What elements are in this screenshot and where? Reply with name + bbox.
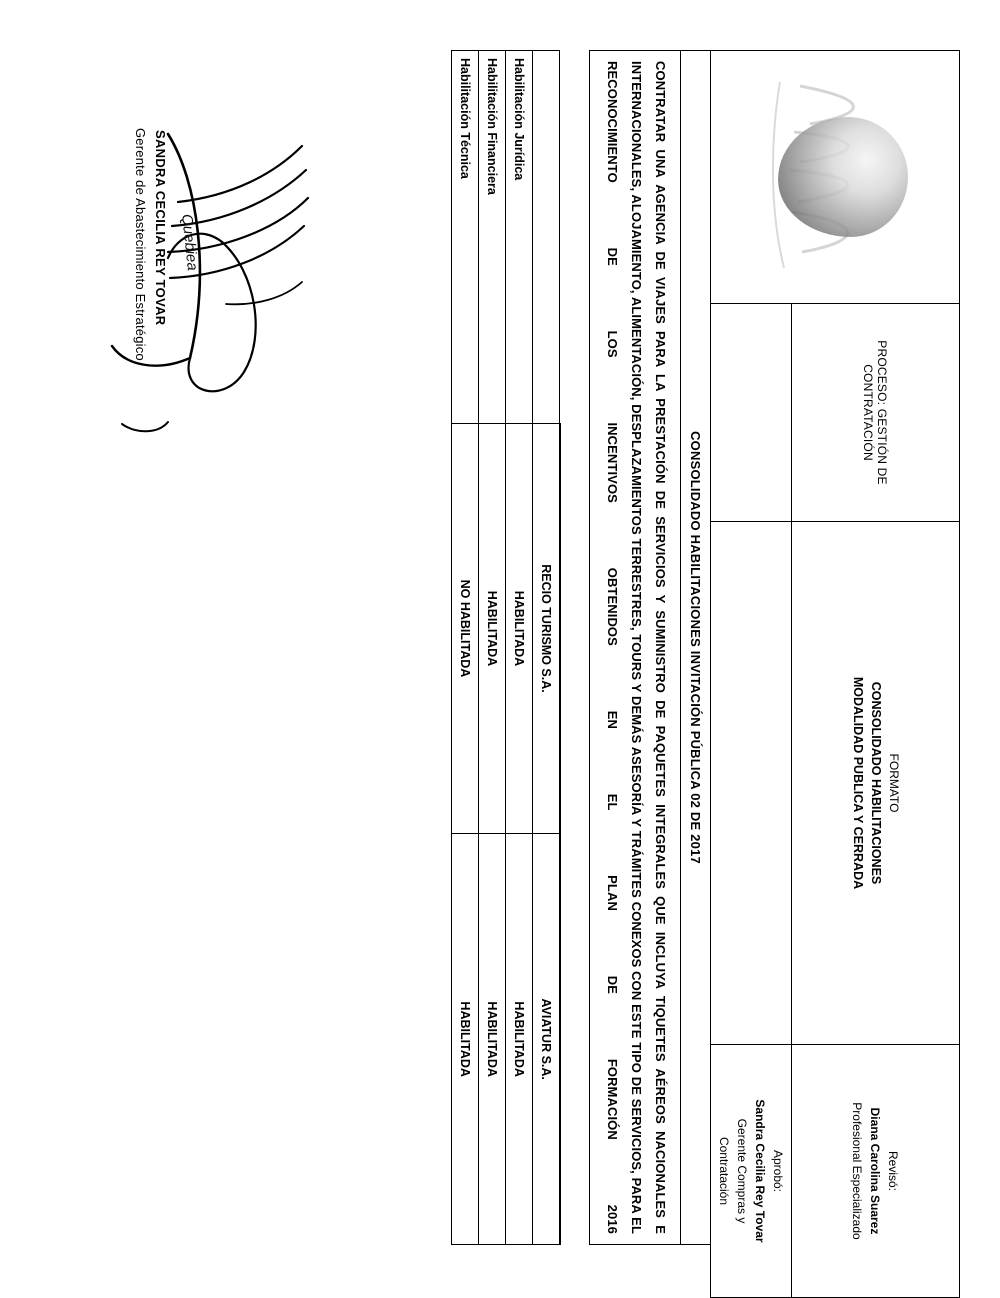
formato-empty-cell [711,522,792,1045]
criterion-juridica: Habilitación Jurídica [505,51,532,424]
object-paragraph: CONTRATAR UNA AGENCIA DE VIAJES PARA LA PRESTACIÓN DE SERVICIOS Y SUMINISTRO DE PAQUETES INTEGRALES QUE INCLUYA TIQUETES AÉREOS NACIONALES E INTERNACIONALES, ALOJAMIENTO, ALIMENTACIÓN, DESPLAZAMIENTOS TERRESTRES, TOURS Y DEMÁS ASESORÍA Y TRÁMITES CONEXOS CON ESTE TIPO DE SERVICIOS, PARA EL RECONOCIMIENTO DE LOS INCENTIVOS OBTENIDOS EN EL PLAN DE FORMACIÓN 2016 [589,50,680,1245]
aprobo-label: Aprobó: [771,1149,785,1193]
results-header-company-1: RECIO TURISMO S.A. [532,423,560,834]
value-financiera-company-1: HABILITADA [478,423,505,834]
proceso-empty-cell [711,304,792,522]
formato-label: FORMATO [887,753,902,813]
results-header-criterion [532,51,560,424]
aprobo-role-line-1: Gerente Compras y [735,1118,749,1224]
value-tecnica-company-2: HABILITADA [451,834,478,1245]
table-row [505,51,532,1245]
criterion-financiera: Habilitación Financiera [478,51,505,424]
reviso-cell [792,1045,960,1298]
aprobo-name: Sandra Cecilia Rey Tovar [753,1099,767,1243]
table-row [451,51,478,1245]
signature-role: Gerente de Abastecimiento Estratégico. [133,128,148,365]
table-row [478,51,505,1245]
formato-line-1: CONSOLIDADO HABILITACIONES [868,681,883,885]
value-juridica-company-1: HABILITADA [505,423,532,834]
reviso-label: Revisó: [886,1150,901,1191]
company-logo-icon [735,57,935,297]
header-table [710,50,960,1298]
proceso-cell: PROCESO: GESTIÓN DE CONTRATACIÓN [792,304,960,522]
header-row-main [792,51,960,1298]
document-page [20,20,980,1274]
logo-cell [711,51,960,304]
results-table [451,50,561,1245]
signature-name: SANDRA CECILIA REY TOVAR [153,130,168,326]
value-financiera-company-2: HABILITADA [478,834,505,1245]
aprobo-role-line-2: Contratación [717,1136,731,1206]
formato-cell [792,522,960,1045]
document-title: CONSOLIDADO HABILITACIONES INVITACIÓN PÚBLICA 02 DE 2017 [680,50,710,1245]
document-body [60,50,960,1250]
value-juridica-company-2: HABILITADA [505,834,532,1245]
results-header-row [532,51,560,1245]
signature-stamp-text: Quebiea [178,213,201,272]
reviso-name: Diana Carolina Suarez [868,1107,883,1235]
signature-block [68,122,318,592]
reviso-role: Profesional Especializado [850,1102,865,1240]
formato-line-2: MODALIDAD PUBLICA Y CERRADA [850,676,865,890]
value-tecnica-company-1: NO HABILITADA [451,423,478,834]
criterion-tecnica: Habilitación Técnica [451,51,478,424]
results-header-company-2: AVIATUR S.A. [532,834,560,1245]
logo-blob [778,117,908,237]
aprobo-cell [711,1045,792,1298]
